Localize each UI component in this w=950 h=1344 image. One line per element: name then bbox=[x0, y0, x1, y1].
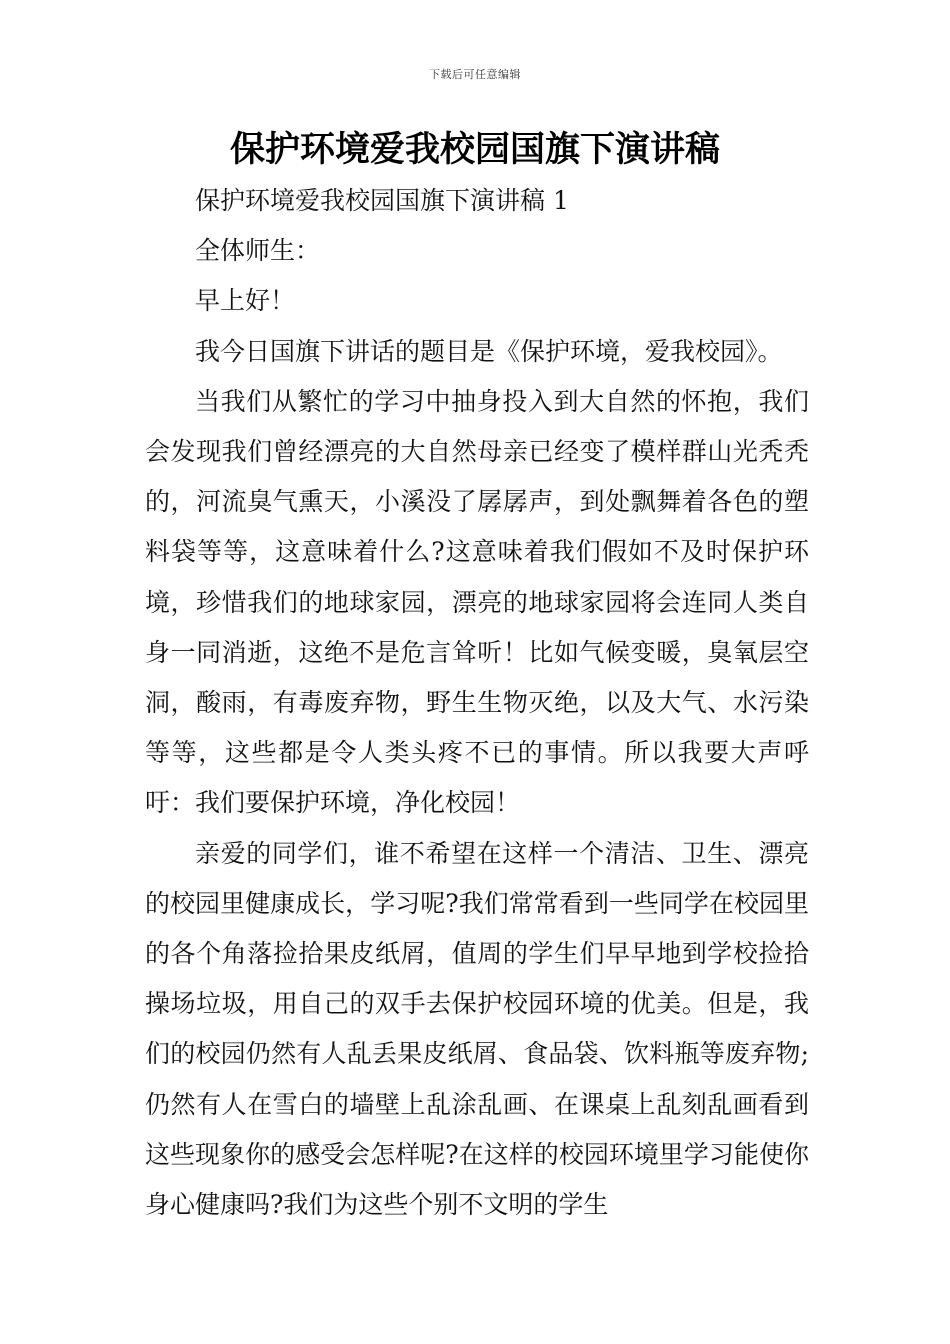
paragraph-salutation: 全体师生： bbox=[195, 236, 321, 266]
document-body bbox=[145, 176, 809, 1230]
paragraph-body-2: 亲爱的同学们，谁不希望在这样一个清洁、卫生、漂亮的校园里健康成长，学习呢?我们常常看到一些同学在校园里的各个角落捡拾果皮纸屑，值周的学生们早早地到学校捡拾操场垃圾，用自己的双手去保护校园环境的优美。但是，我们的校园仍然有人乱丢果皮纸屑、食品袋、饮料瓶等废弃物;仍然有人在雪白的墙壁上乱涂乱画、在课桌上乱刻乱画看到这些现象你的感受会怎样呢?在这样的校园环境里学习能使你身心健康吗?我们为这些个别不文明的学生 bbox=[145, 838, 809, 1220]
paragraph-subtitle: 保护环境爱我校园国旗下演讲稿 1 bbox=[195, 186, 569, 215]
paragraph-body-1: 当我们从繁忙的学习中抽身投入到大自然的怀抱，我们会发现我们曾经漂亮的大自然母亲已经变了模样群山光秃秃的，河流臭气熏天，小溪没了孱孱声，到处飘舞着各色的塑料袋等等，这意味着什么?这意味着我们假如不及时保护环境，珍惜我们的地球家园，漂亮的地球家园将会连同人类自身一同消逝，这绝不是危言耸听！比如气候变暖，臭氧层空洞，酸雨，有毒废弃物，野生生物灭绝，以及大气、水污染等等，这些都是令人类头疼不已的事情。所以我要大声呼吁：我们要保护环境，净化校园！ bbox=[145, 386, 809, 818]
paragraph-greeting: 早上好！ bbox=[195, 286, 296, 316]
header-note: 下载后可任意编辑 bbox=[429, 68, 521, 81]
paragraph-topic: 我今日国旗下讲话的题目是《保护环境，爱我校园》。 bbox=[195, 336, 783, 366]
document-title: 保护环境爱我校园国旗下演讲稿 bbox=[229, 129, 720, 170]
